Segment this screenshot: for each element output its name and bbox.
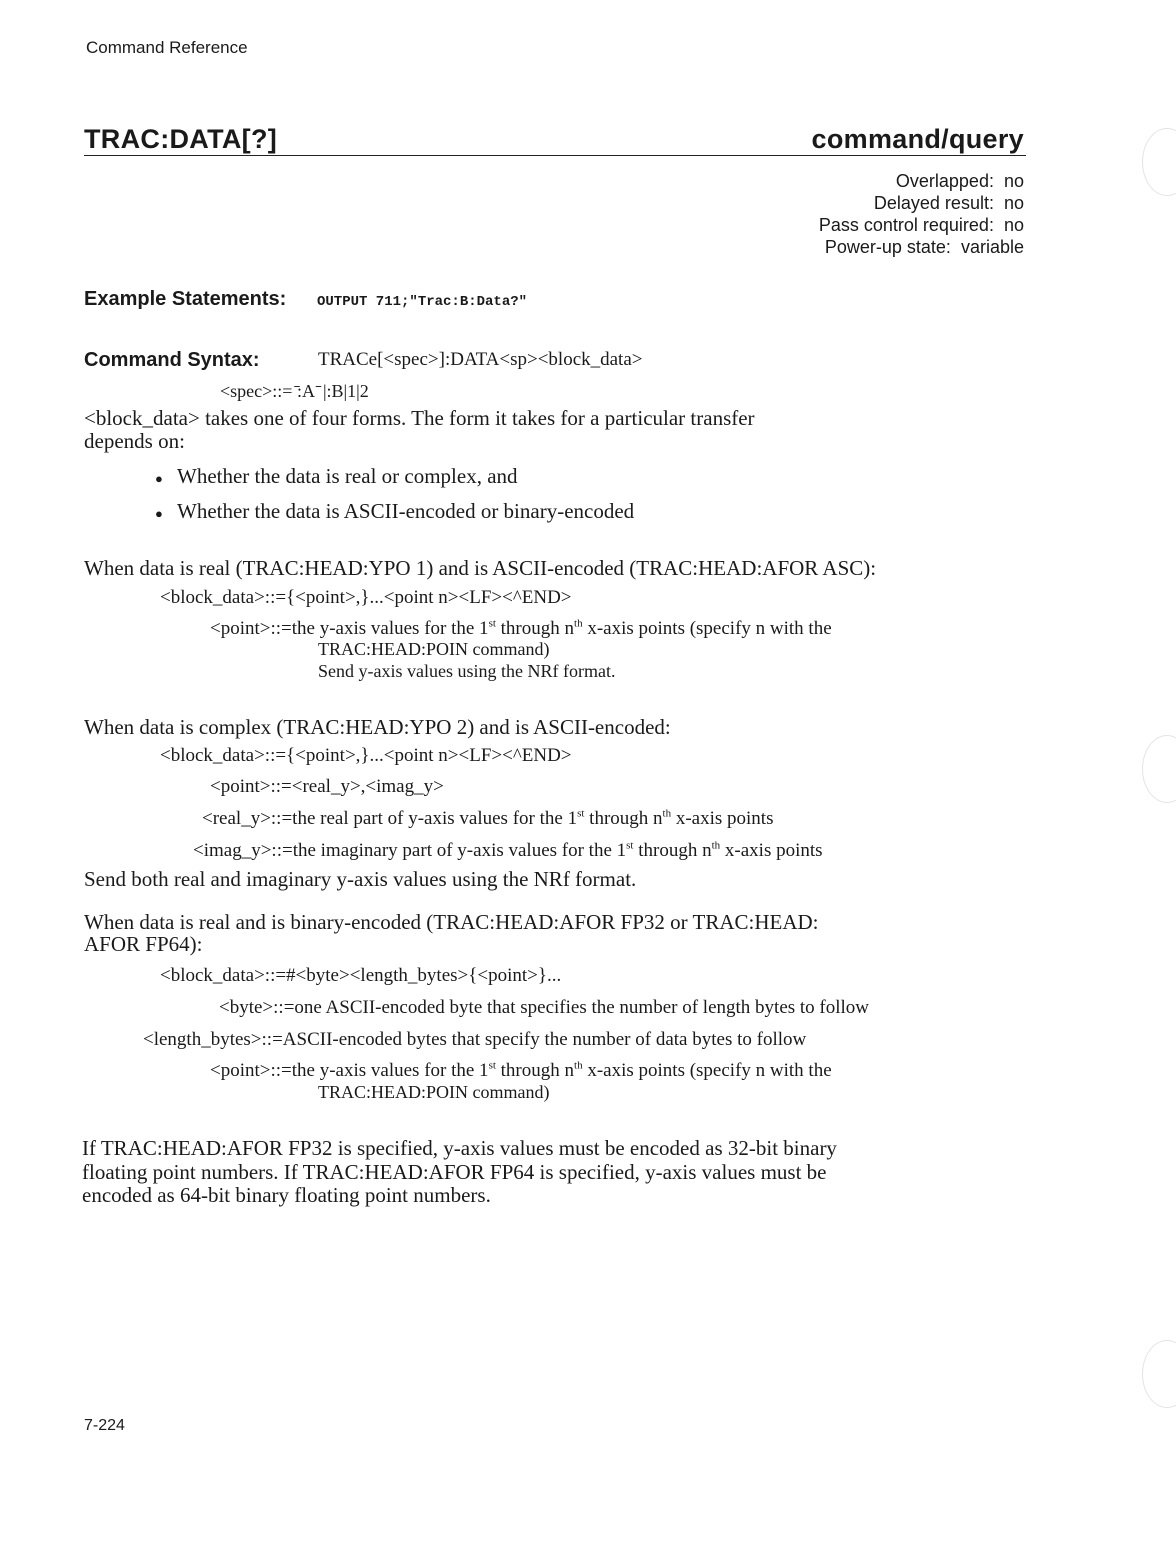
spec-definition: <spec>::= ̄:A ̄ |:B|1|2 — [220, 381, 369, 401]
real-binary-cont-1: TRAC:HEAD:POIN command) — [318, 1082, 550, 1102]
title-rule — [84, 155, 1026, 156]
complex-ascii-heading: When data is complex (TRAC:HEAD:YPO 2) and is ASCII-encoded: — [84, 715, 671, 739]
real-binary-block: <block_data>::=#<byte><length_bytes>{<point>}... — [160, 965, 562, 986]
real-binary-point: <point>::=the y-axis values for the 1st through $n^{th}$ x-axis points (specify n with the — [210, 1059, 832, 1081]
complex-ascii-point: <point>::=<real_y>,<imag_y> — [210, 776, 444, 797]
property-pass-control: Pass control required: no — [818, 215, 1024, 235]
real-binary-length: <length_bytes>::=ASCII-encoded bytes that specify the number of data bytes to follow — [143, 1029, 807, 1050]
intro-line-2: depends on: — [84, 429, 185, 453]
real-ascii-block: <block_data>::={<point>,}...<point n><LF><^END> — [160, 587, 572, 608]
real-binary-byte: <byte>::=one ASCII-encoded byte that specifies the number of length bytes to follow — [219, 997, 870, 1018]
binder-hole-middle — [1142, 735, 1176, 803]
bullet-icon: ● — [155, 471, 163, 486]
real-ascii-cont-2: Send y-axis values using the NRf format. — [318, 661, 616, 681]
intro-line-1: <block_data> takes one of four forms. The form it takes for a particular transfer — [84, 406, 755, 430]
syntax-label: Command Syntax: — [84, 349, 260, 371]
running-head: Command Reference — [86, 38, 248, 57]
real-binary-heading-2: AFOR FP64): — [84, 932, 203, 956]
closing-line-3: encoded as 64-bit binary floating point numbers. — [82, 1183, 491, 1207]
property-overlapped: Overlapped: no — [895, 171, 1024, 191]
example-label: Example Statements: — [84, 288, 287, 310]
real-ascii-point: <point>::=the y-axis values for the 1st through $n^{th}$ x-axis points (specify n with the — [210, 617, 832, 639]
page-number: 7-224 — [84, 1417, 125, 1434]
command-title: TRAC:DATA[?] — [84, 124, 278, 154]
complex-ascii-block: <block_data>::={<point>,}...<point n><LF><^END> — [160, 745, 572, 766]
property-power-up: Power-up state: variable — [824, 237, 1024, 257]
properties-block — [819, 170, 1024, 258]
bullet-item: ● Whether the data is real or complex, and — [155, 464, 518, 488]
binder-hole-top — [1142, 128, 1176, 196]
closing-line-1: If TRAC:HEAD:AFOR FP32 is specified, y-axis values must be encoded as 32-bit binary — [82, 1136, 837, 1160]
complex-ascii-real: <real_y>::=the real part of y-axis values for the 1st through $n^{th}$ x-axis points — [202, 807, 774, 829]
complex-ascii-imag: <imag_y>::=the imaginary part of y-axis values for the 1st through $n^{th}$ x-axis points — [193, 839, 823, 861]
closing-line-2: floating point numbers. If TRAC:HEAD:AFOR FP64 is specified, y-axis values must be — [82, 1160, 827, 1184]
real-ascii-cont-1: TRAC:HEAD:POIN command) — [318, 639, 550, 659]
bullet-item: ● Whether the data is ASCII-encoded or binary-encoded — [155, 499, 635, 523]
bullet-icon: ● — [155, 506, 163, 521]
command-type: command/query — [811, 124, 1024, 154]
real-binary-heading-1: When data is real and is binary-encoded (TRAC:HEAD:AFOR FP32 or TRAC:HEAD: — [84, 910, 819, 934]
complex-ascii-note: Send both real and imaginary y-axis values using the NRf format. — [84, 867, 637, 891]
syntax-text: TRACe[<spec>]:DATA<sp><block_data> — [318, 349, 643, 370]
binder-hole-bottom — [1142, 1340, 1176, 1408]
property-delayed-result: Delayed result: no — [873, 193, 1024, 213]
example-code: OUTPUT 711;"Trac:B:Data?" — [317, 294, 528, 310]
real-ascii-heading: When data is real (TRAC:HEAD:YPO 1) and is ASCII-encoded (TRAC:HEAD:AFOR ASC): — [84, 556, 877, 580]
